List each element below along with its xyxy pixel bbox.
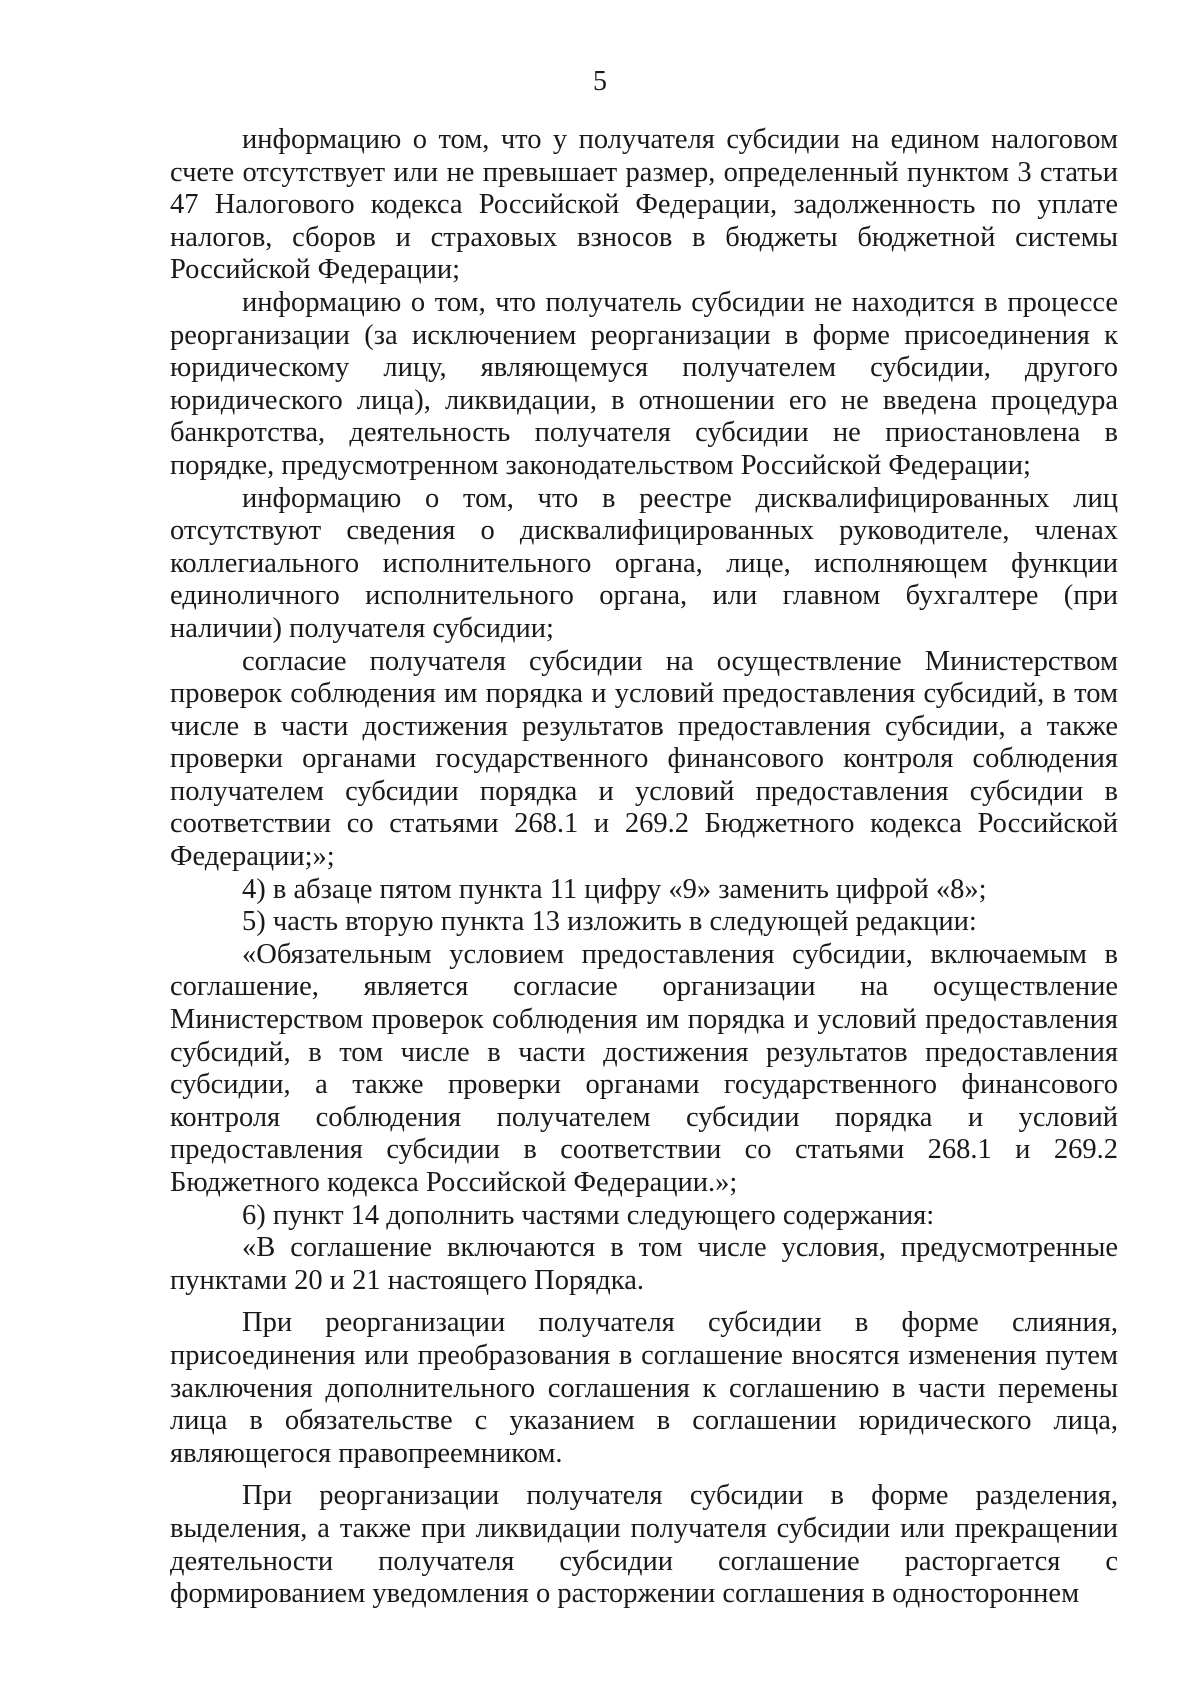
paragraph-tax-debt-info: информацию о том, что у получателя субсидии на едином налоговом счете отсутствует или не превышает размер, определенный пунктом 3 статьи 47 Налогового кодекса Российской Федерации, задолженность по уплате налогов, сборов и страховых взносов в бюджеты бюджетной системы Российской Федерации;	[170, 124, 1118, 286]
paragraph-amendment-6: 6) пункт 14 дополнить частями следующего содержания:	[242, 1199, 935, 1231]
paragraph-agreement-conditions: «В соглашение включаются в том числе условия, предусмотренные пунктами 20 и 21 настоящего Порядка.	[170, 1232, 1118, 1296]
paragraph-division-liquidation: При реорганизации получателя субсидии в форме разделения, выделения, а также при ликвидации получателя субсидии или прекращении деятельности получателя субсидии соглашение расторгается с формированием уведомления о расторжении соглашения в одностороннем	[170, 1480, 1118, 1610]
paragraph-amendment-5: 5) часть вторую пункта 13 изложить в следующей редакции:	[242, 906, 977, 938]
paragraph-reorganization-info: информацию о том, что получатель субсидии не находится в процессе реорганизации (за исключением реорганизации в форме присоединения к юридическому лицу, являющемуся получателем субсидии, другого юридического лица), ликвидации, в отношении его не введена процедура банкротства, деятельность получателя субсидии не приостановлена в порядке, предусмотренном законодательством Российской Федерации;	[170, 286, 1118, 481]
paragraph-disqualified-persons-info: информацию о том, что в реестре дисквалифицированных лиц отсутствуют сведения о дисквалифицированных руководителе, членах коллегиального исполнительного органа, лице, исполняющем функции единоличного исполнительного органа, или главном бухгалтере (при наличии) получателя субсидии;	[170, 482, 1118, 644]
paragraph-amendment-4: 4) в абзаце пятом пункта 11 цифру «9» заменить цифрой «8»;	[242, 873, 987, 905]
paragraph-mandatory-condition: «Обязательным условием предоставления субсидии, включаемым в соглашение, является согласие организации на осуществление Министерством проверок соблюдения им порядка и условий предоставления субсидий, в том числе в части достижения результатов предоставления субсидии, а также проверки органами государственного финансового контроля соблюдения получателем субсидии порядка и условий предоставления субсидии в соответствии со статьями 268.1 и 269.2 Бюджетного кодекса Российской Федерации.»;	[170, 938, 1118, 1198]
paragraph-inspection-consent: согласие получателя субсидии на осуществление Министерством проверок соблюдения им порядка и условий предоставления субсидий, в том числе в части достижения результатов предоставления субсидии, а также проверки органами государственного финансового контроля соблюдения получателем субсидии порядка и условий предоставления субсидии в соответствии со статьями 268.1 и 269.2 Бюджетного кодекса Российской Федерации;»;	[170, 645, 1118, 873]
page-number: 5	[593, 66, 607, 97]
paragraph-merger-reorganization: При реорганизации получателя субсидии в форме слияния, присоединения или преобразования в соглашение вносятся изменения путем заключения дополнительного соглашения к соглашению в части перемены лица в обязательстве с указанием в соглашении юридического лица, являющегося правопреемником.	[170, 1307, 1118, 1469]
document-body	[170, 124, 1118, 1611]
